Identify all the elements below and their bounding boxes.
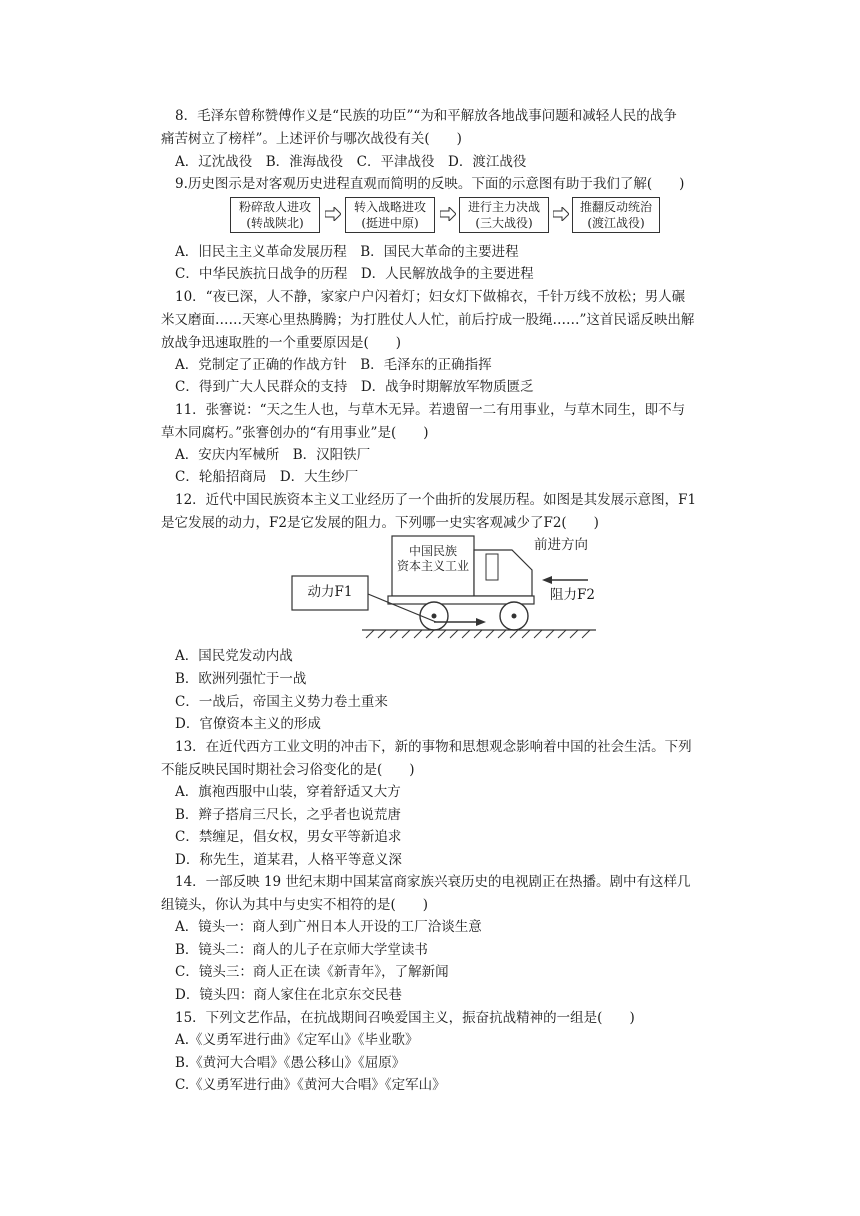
q15-option-a: A.《义勇军进行曲》《定军山》《毕业歌》 (175, 1032, 419, 1048)
q14-option-c: C．镜头三：商人正在读《新青年》，了解新闻 (175, 964, 449, 980)
q10-stem-line3: 放战争迅速取胜的一个重要原因是( ) (161, 335, 402, 351)
f1-label: 动力F1 (307, 584, 353, 600)
flow-box-1 (230, 197, 320, 233)
flow-box-4 (572, 197, 660, 233)
q12-stem-line1: 12．近代中国民族资本主义工业经历了一个曲折的发展历程。如图是其发展示意图，F1 (175, 492, 697, 508)
q14-option-b: B．镜头二：商人的儿子在京师大学堂读书 (175, 942, 428, 958)
forward-direction-label: 前进方向 (534, 537, 588, 553)
q10-options-ab: A．党制定了正确的作战方针 B．毛泽东的正确指挥 (175, 357, 492, 373)
q10-stem-line1: 10．“夜已深，人不静，家家户户闪着灯；妇女灯下做棉衣，千针万线不放松；男人碾 (175, 289, 686, 305)
q10-options-cd: C．得到广大人民群众的支持 D．战争时期解放军物质匮乏 (175, 379, 534, 395)
flow-box-1-sub: (转战陕北) (246, 216, 304, 230)
flow-box-2 (345, 197, 435, 233)
flow-arrow-icon (553, 207, 569, 221)
q8-options: A．辽沈战役 B．淮海战役 C．平津战役 D．渡江战役 (175, 154, 527, 170)
q11-stem-line1: 11．张謇说：“天之生人也，与草木无异。若遗留一二有用事业，与草木同生，即不与 (175, 402, 686, 418)
q15-option-c: C.《义勇军进行曲》《黄河大合唱》《定军山》 (175, 1077, 446, 1093)
q11-options-ab: A．安庆内军械所 B．汉阳铁厂 (175, 447, 371, 463)
q9-options-ab: A．旧民主主义革命发展历程 B．国民大革命的主要进程 (175, 244, 519, 260)
q12-option-d: D．官僚资本主义的形成 (175, 716, 321, 732)
flow-box-3 (459, 197, 549, 233)
q13-option-c: C．禁缠足，倡女权，男女平等新追求 (175, 829, 402, 845)
q8-stem-line1: 8．毛泽东曾称赞傅作义是“民族的功臣”“为和平解放各地战事问题和减轻人民的战争 (175, 108, 677, 124)
q13-stem-line1: 13．在近代西方工业文明的冲击下，新的事物和思想观念影响着中国的社会生活。下列 (175, 739, 692, 755)
flow-box-3-sub: (三大战役) (475, 216, 533, 230)
q15-stem: 15．下列文艺作品，在抗战期间召唤爱国主义，振奋抗战精神的一组是( ) (175, 1010, 635, 1026)
flow-box-3-title: 进行主力决战 (467, 200, 540, 214)
q12-option-a: A．国民党发动内战 (175, 648, 293, 664)
flow-arrow-icon (440, 207, 456, 221)
q14-option-d: D．镜头四：商人家住在北京东交民巷 (175, 987, 402, 1003)
q12-truck-diagram (290, 528, 610, 640)
q12-stem-line2: 是它发展的动力，F2是它发展的阻力。下列哪一史实客观减少了F2( ) (161, 515, 599, 531)
flow-box-2-sub: (挺进中原) (361, 216, 419, 230)
q9-stem: 9.历史图示是对客观历史进程直观而简明的反映。下面的示意图有助于我们了解( ) (175, 176, 685, 192)
flow-box-2-title: 转入战略进攻 (353, 200, 426, 214)
q9-flow-diagram (230, 197, 660, 237)
truck-label-line2: 资本主义工业 (396, 559, 469, 573)
flow-box-4-title: 推翻反动统治 (579, 200, 652, 214)
q14-stem-line2: 组镜头，你认为其中与史实不相符的是( ) (161, 897, 429, 913)
f2-label: 阻力F2 (550, 587, 595, 603)
q13-option-b: B．辫子搭肩三尺长，之乎者也说荒唐 (175, 807, 401, 823)
q10-stem-line2: 米又磨面……天寒心里热腾腾；为打胜仗人人忙，前后拧成一股绳……”这首民谣反映出解 (161, 312, 695, 328)
flow-arrow-icon (325, 207, 341, 221)
q11-stem-line2: 草木同腐朽。”张謇创办的“有用事业”是( ) (161, 425, 429, 441)
q9-options-cd: C．中华民族抗日战争的历程 D．人民解放战争的主要进程 (175, 266, 534, 282)
q8-stem-line2: 痛苦树立了榜样”。上述评价与哪次战役有关( ) (161, 131, 462, 147)
flow-box-4-sub: (渡江战役) (587, 216, 645, 230)
q15-option-b: B.《黄河大合唱》《愚公移山》《屈原》 (175, 1055, 406, 1071)
q13-stem-line2: 不能反映民国时期社会习俗变化的是( ) (161, 762, 415, 778)
q14-option-a: A．镜头一：商人到广州日本人开设的工厂洽谈生意 (175, 919, 482, 935)
truck-label-line1: 中国民族 (408, 544, 457, 558)
q11-options-cd: C．轮船招商局 D．大生纱厂 (175, 469, 359, 485)
q12-option-c: C．一战后，帝国主义势力卷土重来 (175, 694, 388, 710)
q12-option-b: B．欧洲列强忙于一战 (175, 671, 307, 687)
q14-stem-line1: 14．一部反映 19 世纪末期中国某富商家族兴衰历史的电视剧正在热播。剧中有这样几 (175, 874, 691, 890)
flow-box-1-title: 粉碎敌人进攻 (238, 200, 311, 214)
q13-option-d: D．称先生，道某君，人格平等意义深 (175, 852, 402, 868)
q13-option-a: A．旗袍西服中山装，穿着舒适又大方 (175, 784, 401, 800)
